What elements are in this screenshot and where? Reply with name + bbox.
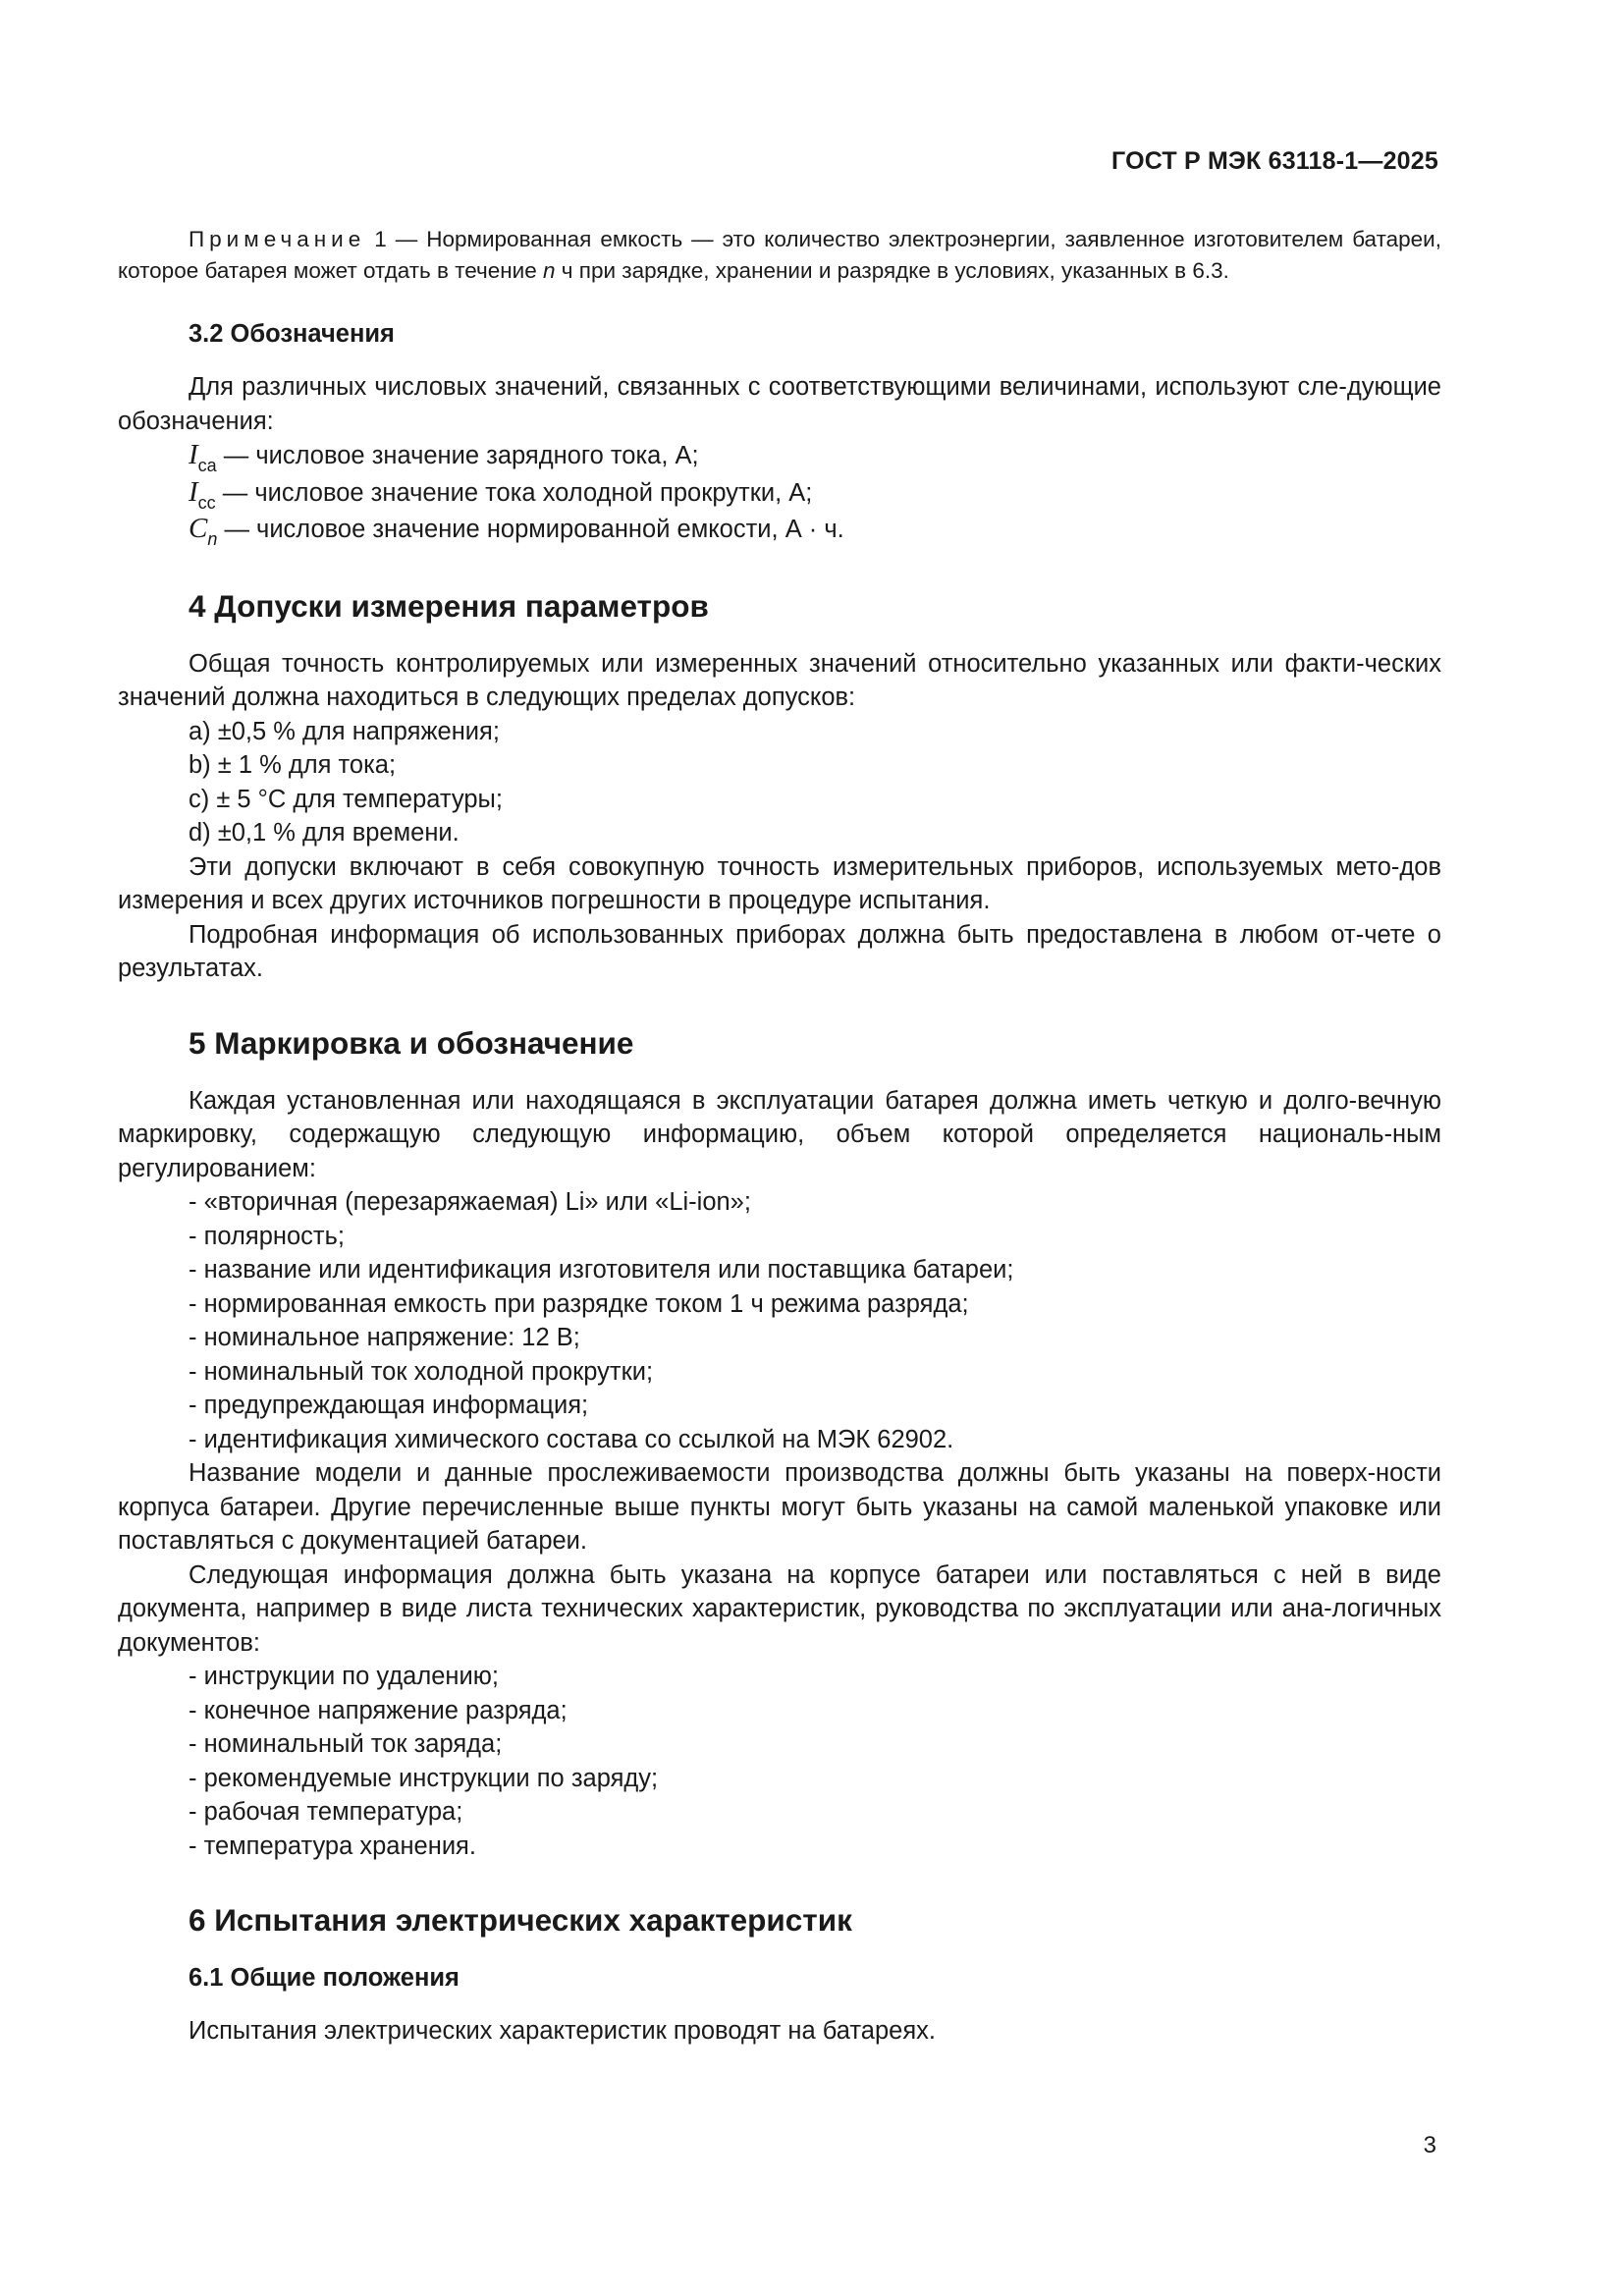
tolerance-item-c: c) ± 5 °С для температуры; (189, 785, 503, 813)
section-5-intro: Каждая установленная или находящаяся в эксплуатации батарея должна иметь четкую и долго-вечную маркировку, содержащую следующую информацию, объем которой определяется националь-ным регулированием: (118, 1086, 1441, 1182)
section-3-2-title: 3.2 Обозначения (189, 320, 395, 348)
section-6-1-text: Испытания электрических характеристик проводят на батареях. (189, 2017, 936, 2045)
section-4-title: 4 Допуски измерения параметров (189, 587, 709, 624)
marking-item: - номинальный ток холодной прокрутки; (189, 1357, 654, 1386)
note-var-n: n (543, 257, 556, 283)
document-info-item: - рабочая температура; (189, 1798, 463, 1826)
section-4-intro: Общая точность контролируемых или измеренных значений относительно указанных или факти-ческих значений должна находиться в следующих пределах допусков: (118, 649, 1441, 711)
section-4-paragraph-1: Эти допуски включают в себя совокупную точность измерительных приборов, используемых мето-дов измерения и всех других источников погрешности в процедуре испытания. (118, 852, 1441, 914)
document-info-item: - рекомендуемые инструкции по заряду; (189, 1764, 659, 1792)
symbol-cn: $C_n$ — числовое значение нормированной емкости, А · ч. (189, 513, 844, 549)
symbol-icc: $I_{cc}$ — числовое значение тока холодной прокрутки, А; (189, 475, 813, 513)
section-5-title: 5 Маркировка и обозначение (189, 1024, 634, 1061)
marking-item: - номинальное напряжение: 12 В; (189, 1324, 580, 1351)
note-1 (118, 224, 1441, 286)
marking-item: - идентификация химического состава со ссылкой на МЭК 62902. (189, 1425, 954, 1453)
marking-item: - название или идентификация изготовителя или поставщика батареи; (189, 1256, 1014, 1284)
marking-item: - нормированная емкость при разрядке током 1 ч режима разряда; (189, 1289, 969, 1318)
document-info-item: - конечное напряжение разряда; (189, 1696, 568, 1724)
tolerance-item-d: d) ±0,1 % для времени. (189, 819, 460, 847)
section-6-title: 6 Испытания электрических характеристик (189, 1902, 852, 1938)
note-text-b: ч при зарядке, хранении и разрядке в условиях, указанных в 6.3. (555, 257, 1229, 283)
tolerance-item-a: a) ±0,5 % для напряжения; (189, 717, 500, 745)
section-5-paragraph-2: Следующая информация должна быть указана на корпусе батареи или поставляться с ней в виде документа, например в виде листа технических характеристик, руководства по эксплуатации или ана-логичных документов: (118, 1560, 1441, 1657)
symbol-ica: $I_{ca}$ — числовое значение зарядного тока, А; (189, 439, 699, 475)
section-5-paragraph-1: Название модели и данные прослеживаемости производства должны быть указаны на поверх-ности корпуса батареи. Другие перечисленные выше пункты могут быть указаны на самой маленькой упаковке или поставляться с документацией батареи. (118, 1459, 1441, 1555)
marking-item: - «вторичная (перезаряжаемая) Li» или «Li-ion»; (189, 1188, 751, 1216)
note-label: Примечание (189, 227, 366, 251)
section-4-paragraph-2: Подробная информация об использованных приборах должна быть предоставлена в любом от-чете о результатах. (118, 920, 1441, 982)
page-content (118, 224, 1441, 2049)
section-3-2-intro: Для различных числовых значений, связанных с соответствующими величинами, используют сле-дующие обозначения: (118, 373, 1441, 435)
section-6-1-title: 6.1 Общие положения (189, 1964, 460, 1992)
tolerance-item-b: b) ± 1 % для тока; (189, 751, 397, 779)
note-text-a: — Нормированная емкость — это количество электроэнергии, заявленное изготовителем батареи, которое батарея может отдать в течение (118, 227, 1441, 283)
marking-item: - предупреждающая информация; (189, 1392, 589, 1419)
document-id-header: ГОСТ Р МЭК 63118-1—2025 (1111, 147, 1438, 175)
document-info-item: - номинальный ток заряда; (189, 1730, 503, 1758)
document-info-item: - инструкции по удалению; (189, 1663, 499, 1690)
page-number: 3 (1423, 2132, 1436, 2159)
marking-item: - полярность; (189, 1222, 345, 1250)
note-number: 1 (374, 227, 387, 251)
document-info-item: - температура хранения. (189, 1831, 476, 1860)
